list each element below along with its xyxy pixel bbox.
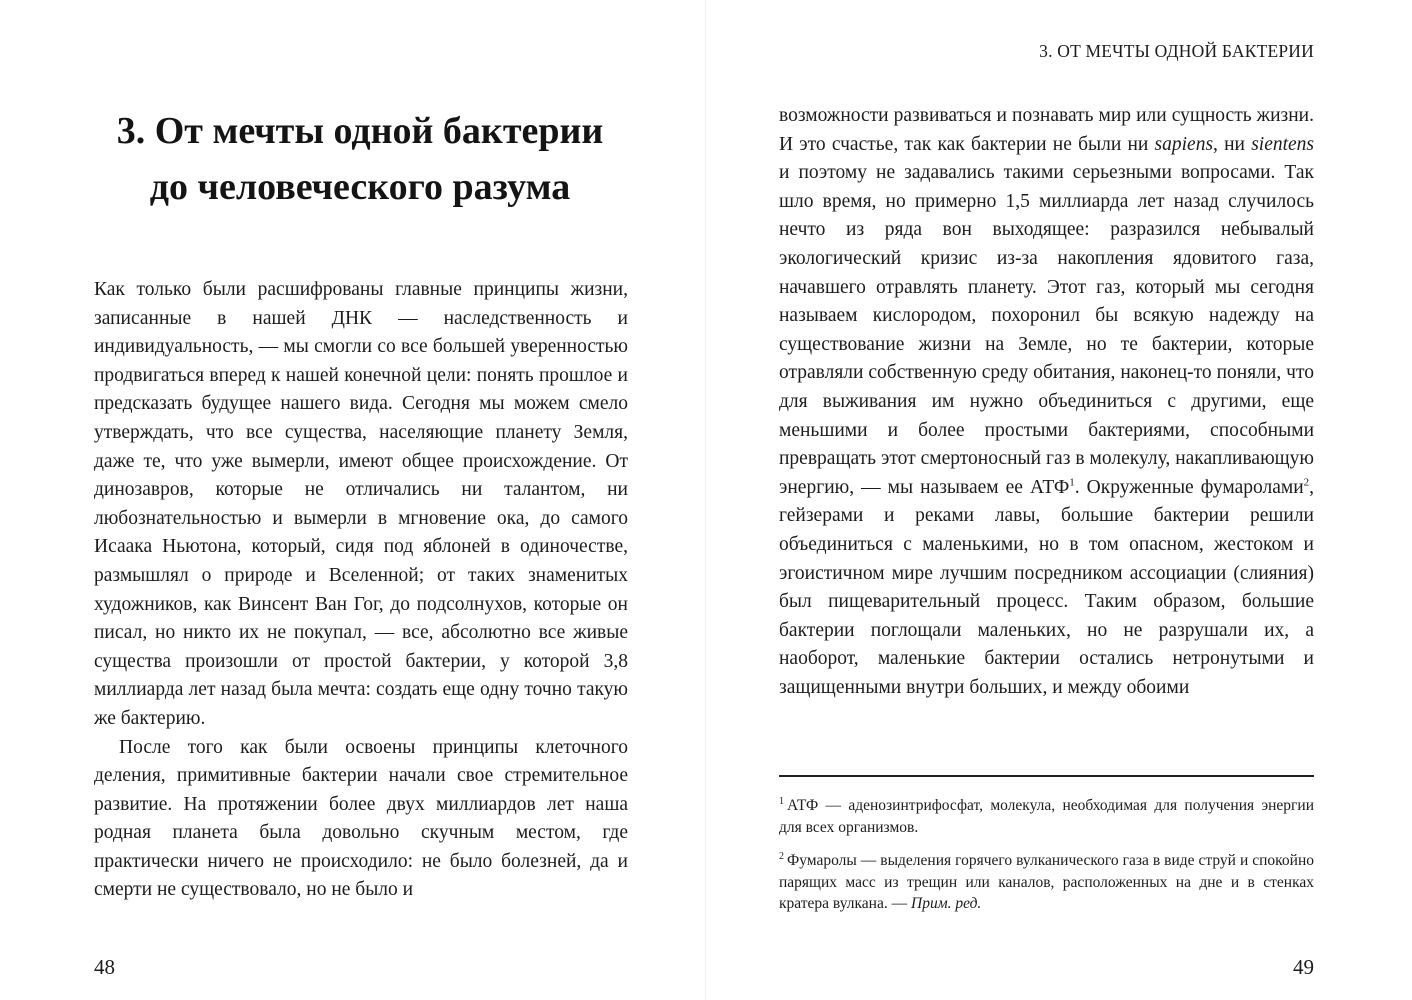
footnote-2: [779, 850, 1314, 915]
footnote-ref-2[interactable]: 2: [1303, 476, 1310, 489]
text-part-5: , гейзерами и реками лавы, большие бактерии решили объединиться с маленькими, но в том опасном, жестоком и эгоистичном мире лучшим посредником ассоциации (слияния) был пищеварительный процесс. Таким образом, большие бактерии поглощали маленьких, но не разрушали их, а наоборот, маленькие бактерии остались нетронутыми и защищенными внутри больших, и между обоими: [779, 476, 1315, 698]
text-part-1: возможности развиваться и познавать мир или сущность жизни. И это счастье, так как бактерии не были ни: [779, 105, 1314, 155]
running-head: 3. ОТ МЕЧТЫ ОДНОЙ БАКТЕРИИ: [1039, 41, 1314, 61]
italic-sapiens: sapiens: [1154, 133, 1214, 155]
right-page: [706, 0, 1412, 1000]
footnotes: [779, 795, 1314, 927]
text-part-4: . Окруженные фумаролами: [1074, 476, 1304, 498]
chapter-title-line-2: до человеческого разума: [149, 166, 571, 208]
page-number-right: 49: [1293, 955, 1314, 979]
footnote-divider: [779, 775, 1314, 777]
paragraph-2: После того как были освоены принципы клеточного деления, примитивные бактерии начали свое стремительное развитие. На протяжении более двух миллиардов лет наша родная планета была довольно скучным местом, где практически ничего не происходило: не было болезней, да и смерти не существовало, но не было и: [94, 736, 628, 901]
chapter-title-line-1: 3. От мечты одной бактерии: [116, 110, 604, 152]
footnote-1-number: 1: [779, 795, 784, 807]
italic-sientens: sientens: [1251, 133, 1315, 155]
footnote-ref-1[interactable]: 1: [1069, 476, 1075, 489]
footnote-1-text: АТФ — аденозинтрифосфат, молекула, необходимая для получения энергии для всех организмов.: [779, 797, 1314, 836]
footnote-2-number: 2: [779, 850, 784, 862]
left-body-text: [94, 276, 628, 905]
page-number-left: 48: [94, 955, 115, 979]
right-body-text: [779, 102, 1314, 702]
footnote-1: [779, 795, 1314, 838]
paragraph-1: Как только были расшифрованы главные принципы жизни, записанные в нашей ДНК — наследственность и индивидуальность, — мы смогли со все большей уверенностью продвигаться вперед к нашей конечной цели: понять прошлое и предсказать будущее нашего вида. Сегодня мы можем смело утверждать, что все существа, населяющие планету Земля, даже те, что уже вымерли, имеют общее происхождение. От динозавров, которые не отличались ни талантом, ни любознательностью и вымерли в мгновение ока, до самого Исаака Ньютона, который, сидя под яблоней в одиночестве, размышлял о природе и Вселенной; от таких знаменитых художников, как Винсент Ван Гог, до подсолнухов, которые он писал, но никто их не покупал, — все, абсолютно все живые существа произошли от простой бактерии, у которой 3,8 миллиарда лет назад была мечта: создать еще одну точно такую же бактерию.: [94, 279, 628, 729]
chapter-title: [60, 103, 660, 215]
footnote-2-text: Фумаролы — выделения горячего вулканического газа в виде струй и спокойно парящих масс из трещин или каналов, расположенных на дне и в стенках кратера вулкана. —: [779, 852, 1314, 912]
text-part-2: , ни: [1213, 133, 1252, 155]
footnote-2-editor-note: Прим. ред.: [911, 895, 982, 912]
text-part-3: и поэтому не задавались такими серьезными вопросами. Так шло время, но примерно 1,5 миллиарда лет назад случилось нечто из ряда вон выходящее: разразился небывалый экологический кризис из-за накопления ядовитого газа, начавшего отравлять планету. Этот газ, который мы сегодня называем кислородом, похоронил бы всякую надежду на существование жизни на Земле, но те бактерии, которые отравляли собственную среду обитания, наконец-то поняли, что для выживания им нужно объединиться с другими, еще меньшими и более простыми бактериями, способными превращать этот смертоносный газ в молекулу, накапливающую энергию, — мы называем ее АТФ: [779, 162, 1314, 498]
